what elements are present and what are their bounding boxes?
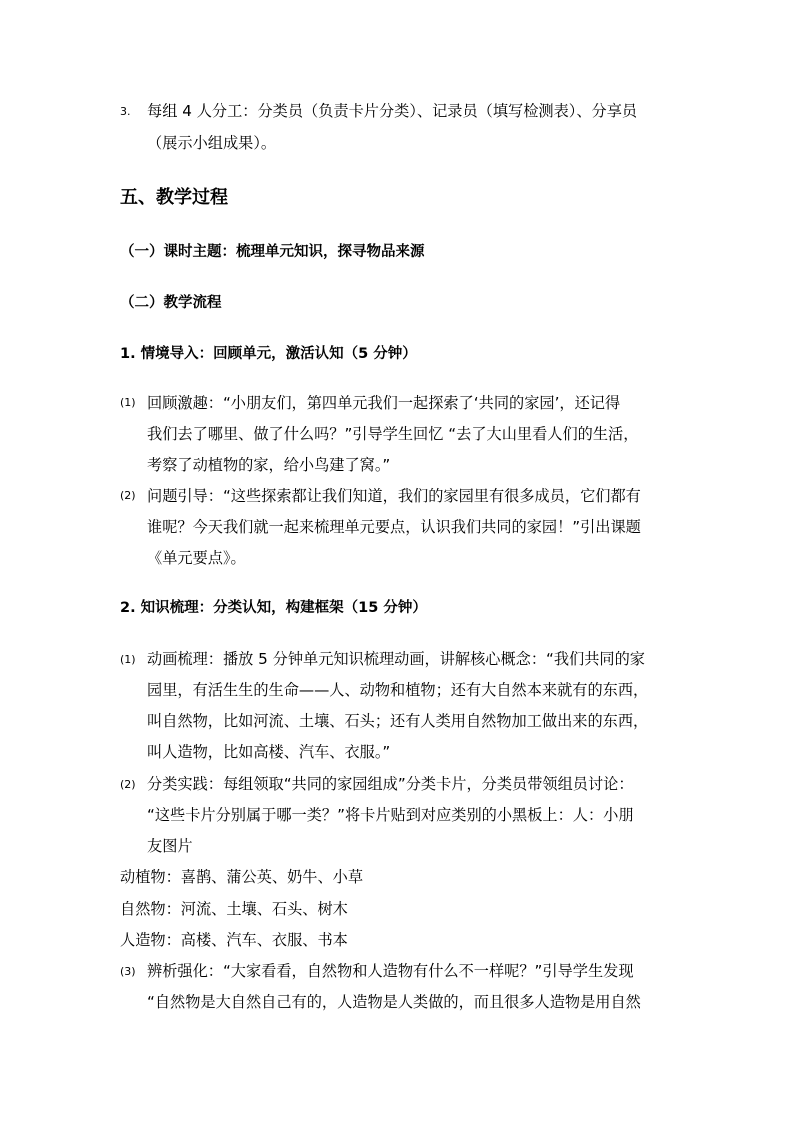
section-title: 五、教学过程 xyxy=(120,187,228,208)
paragraph-line: “自然物是大自然自己有的，人造物是人类做的，而且很多人造物是用自然 xyxy=(147,993,641,1011)
paragraph-line: 谁呢？今天我们就一起来梳理单元要点，认识我们共同的家园！”引出课题 xyxy=(147,518,641,536)
subsection-title: （一）课时主题：梳理单元知识，探寻物品来源 xyxy=(120,244,425,260)
paragraph-line: “这些卡片分别属于哪一类？”将卡片贴到对应类别的小黑板上：人：小朋 xyxy=(147,806,634,824)
list-number: (1) xyxy=(120,653,136,666)
paragraph-line: 园里，有活生生的生命——人、动物和植物；还有大自然本来就有的东西， xyxy=(147,681,649,699)
paragraph-line: 考察了动植物的家，给小鸟建了窝。” xyxy=(147,456,391,474)
subsection-title: （二）教学流程 xyxy=(120,295,222,311)
list-number: (1) xyxy=(120,396,136,409)
paragraph-line: 叫自然物，比如河流、土壤、石头；还有人类用自然物加工做出来的东西， xyxy=(147,712,649,730)
paragraph-line: 动画梳理：播放 5 分钟单元知识梳理动画，讲解核心概念：“我们共同的家 xyxy=(147,650,645,668)
paragraph-line: 回顾激趣：“小朋友们，第四单元我们一起探索了‘共同的家园’，还记得 xyxy=(147,394,621,412)
paragraph-line: 友图片 xyxy=(147,837,193,855)
paragraph-line: （展示小组成果）。 xyxy=(147,134,277,152)
step-title: 2. 知识梳理：分类认知，构建框架（15 分钟） xyxy=(120,600,427,616)
paragraph-line: 《单元要点》。 xyxy=(147,549,246,567)
list-number: 3. xyxy=(120,105,131,118)
paragraph-line: 我们去了哪里、做了什么吗？”引导学生回忆 “去了大山里看人们的生活， xyxy=(147,425,639,443)
category-line: 人造物：高楼、汽车、衣服、书本 xyxy=(120,931,348,949)
step-title: 1. 情境导入：回顾单元，激活认知（5 分钟） xyxy=(120,346,417,362)
list-number: (3) xyxy=(120,965,136,978)
list-number: (2) xyxy=(120,489,136,502)
paragraph-line: 问题引导：“这些探索都让我们知道，我们的家园里有很多成员，它们都有 xyxy=(147,487,641,505)
category-line: 自然物：河流、土壤、石头、树木 xyxy=(120,900,348,918)
list-number: (2) xyxy=(120,778,136,791)
category-line: 动植物：喜鹊、蒲公英、奶牛、小草 xyxy=(120,868,363,886)
paragraph-line: 叫人造物，比如高楼、汽车、衣服。” xyxy=(147,743,391,761)
paragraph-line: 辨析强化：“大家看看，自然物和人造物有什么不一样呢？”引导学生发现 xyxy=(147,962,634,980)
paragraph-line: 分类实践：每组领取“共同的家园组成”分类卡片，分类员带领组员讨论： xyxy=(147,775,634,793)
paragraph-line: 每组 4 人分工：分类员（负责卡片分类）、记录员（填写检测表）、分享员 xyxy=(147,102,638,120)
